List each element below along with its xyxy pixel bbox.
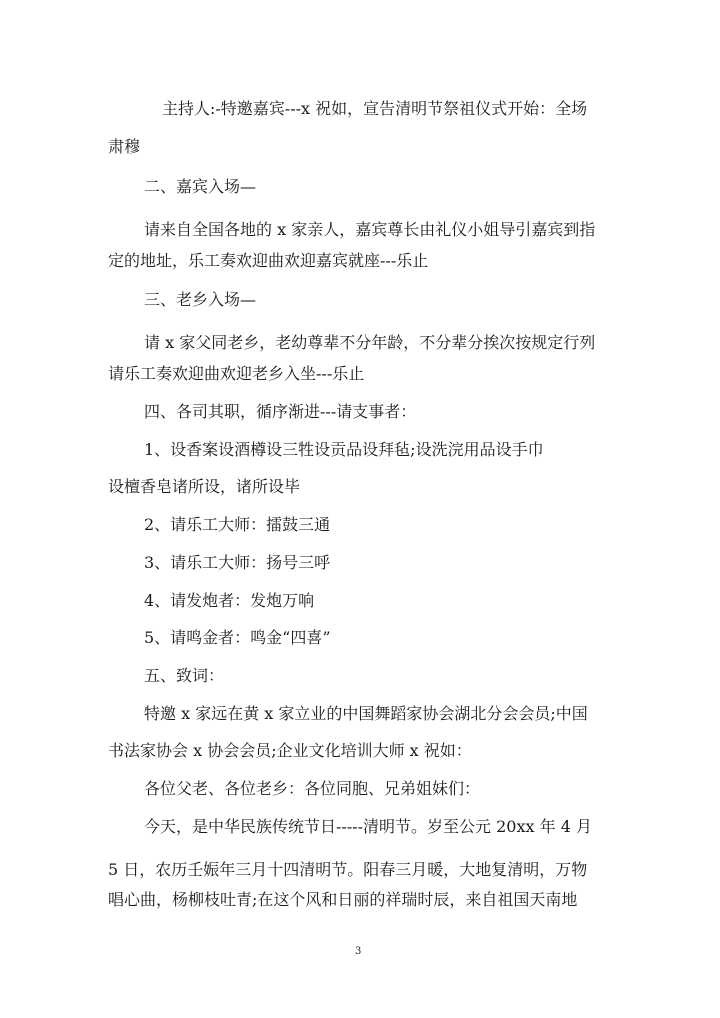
paragraph-line: 定的地址，乐工奏欢迎曲欢迎嘉宾就座---乐止 <box>108 251 429 270</box>
paragraph-line: 设檀香皂诸所设，诸所设毕 <box>108 477 301 496</box>
list-item: 1、设香案设酒樽设三牲设贡品设拜毡;设洗浣用品设手巾 <box>144 440 544 459</box>
paragraph-line: 请来自全国各地的 x 家亲人，嘉宾尊长由礼仪小姐导引嘉宾到指 <box>144 220 596 239</box>
paragraph-line: 请 x 家父同老乡，老幼尊辈不分年龄，不分辈分挨次按规定行列 <box>144 333 596 352</box>
paragraph-line: 主持人:-特邀嘉宾---x 祝如，宣告清明节祭祖仪式开始：全场 <box>162 99 588 118</box>
paragraph-line: 今天，是中华民族传统节日-----清明节。岁至公元 20xx 年 4 月 <box>144 817 592 836</box>
paragraph-line: 肃穆 <box>108 137 141 156</box>
list-item: 5、请鸣金者：鸣金“四喜” <box>144 628 331 647</box>
list-item: 2、请乐工大师：擂鼓三通 <box>144 515 331 534</box>
list-item: 3、请乐工大师：扬号三呼 <box>144 553 331 572</box>
paragraph-line: 5 日，农历壬娠年三月十四清明节。阳春三月暖，大地复清明，万物 <box>108 860 588 879</box>
paragraph-line: 请乐工奏欢迎曲欢迎老乡入坐---乐止 <box>108 364 365 383</box>
paragraph-line: 书法家协会 x 协会会员;企业文化培训大师 x 祝如： <box>108 741 472 760</box>
page-number: 3 <box>355 946 362 957</box>
section-heading: 四、各司其职，循序渐进---请支事者： <box>144 402 417 421</box>
section-heading: 二、嘉宾入场— <box>144 177 257 196</box>
paragraph-line: 特邀 x 家远在黄 x 家立业的中国舞蹈家协会湖北分会会员;中国 <box>144 704 588 723</box>
section-heading: 五、致词： <box>144 666 225 685</box>
list-item: 4、请发炮者：发炮万响 <box>144 591 315 610</box>
paragraph-line: 唱心曲，杨柳枝吐青;在这个风和日丽的祥瑞时辰，来自祖国天南地 <box>108 890 578 909</box>
paragraph-line: 各位父老、各位老乡：各位同胞、兄弟姐妹们： <box>144 779 481 798</box>
section-heading: 三、老乡入场— <box>144 290 257 309</box>
